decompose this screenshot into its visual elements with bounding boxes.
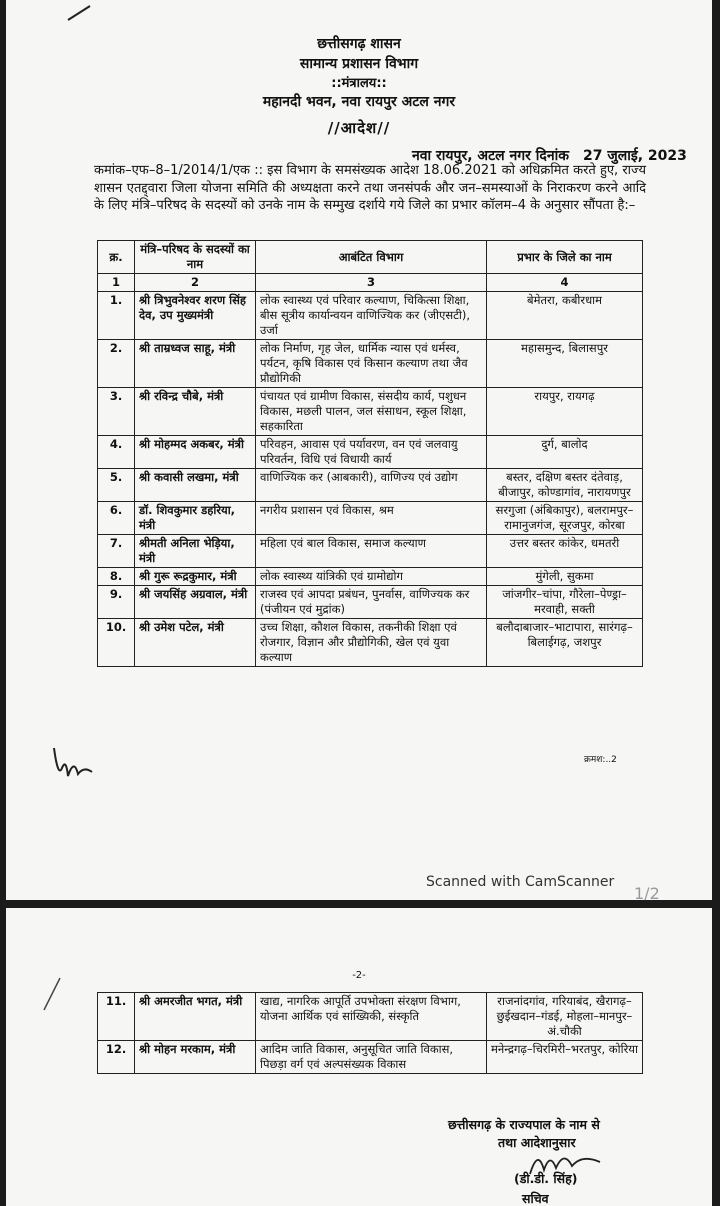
row-district: दुर्ग, बालोद	[487, 436, 643, 469]
row-department: राजस्व एवं आपदा प्रबंधन, पुनर्वास, वाणिज्यक कर (पंजीयन एवं मुद्रांक)	[256, 586, 487, 619]
row-district: जांजगीर–चांपा, गौरेला–पेण्ड्रा–मरवाही, सक्ती	[487, 586, 643, 619]
row-district: मनेन्द्रगढ़–चिरमिरी–भरतपुर, कोरिया	[487, 1041, 643, 1074]
row-serial: 3.	[98, 388, 135, 436]
row-serial: 8.	[98, 568, 135, 586]
row-minister-name: श्री त्रिभुवनेश्वर शरण सिंह देव, उप मुख्यमंत्री	[135, 292, 256, 340]
col-header-district: प्रभार के जिले का नाम	[487, 241, 643, 274]
col-number: 3	[256, 274, 487, 292]
row-serial: 5.	[98, 469, 135, 502]
header-line-3: ::मंत्रालय::	[331, 76, 387, 91]
row-serial: 2.	[98, 340, 135, 388]
header-line-2: सामान्य प्रशासन विभाग	[299, 56, 419, 72]
page-counter: 1/2	[634, 884, 660, 900]
document-page-2	[6, 908, 712, 1206]
table-row	[98, 502, 643, 535]
row-department: परिवहन, आवास एवं पर्यावरण, वन एवं जलवायु परिवर्तन, विधि एवं विधायी कार्य	[256, 436, 487, 469]
row-minister-name: श्री उमेश पटेल, मंत्री	[135, 619, 256, 667]
table-header-row	[98, 241, 643, 274]
row-minister-name: श्रीमती अनिला भेड़िया, मंत्री	[135, 535, 256, 568]
table-row	[98, 388, 643, 436]
row-department: लोक निर्माण, गृह जेल, धार्मिक न्यास एवं धर्मस्व, पर्यटन, कृषि विकास एवं किसान कल्याण तथा जैव प्रौद्योगिकी	[256, 340, 487, 388]
place-date-text: नवा रायपुर, अटल नगर दिनांक	[412, 148, 569, 164]
row-serial: 12.	[98, 1041, 135, 1074]
column-number-row	[98, 274, 643, 292]
header-line-4: महानदी भवन, नवा रायपुर अटल नगर	[262, 94, 456, 110]
margin-pen-stroke	[40, 976, 64, 1012]
corner-tick-mark	[66, 4, 92, 22]
row-serial: 1.	[98, 292, 135, 340]
table-row	[98, 535, 643, 568]
col-header-sno: क्र.	[98, 241, 135, 274]
row-minister-name: श्री जयसिंह अग्रवाल, मंत्री	[135, 586, 256, 619]
row-minister-name: श्री रविन्द्र चौबे, मंत्री	[135, 388, 256, 436]
ministers-table	[97, 240, 643, 667]
signatory-name: (डी.डी. सिंह)	[514, 1171, 578, 1186]
table-row	[98, 586, 643, 619]
col-header-dept: आबंटित विभाग	[256, 241, 487, 274]
row-minister-name: श्री ताम्रध्वज साहू, मंत्री	[135, 340, 256, 388]
table-row	[98, 436, 643, 469]
order-heading: //आदेश//	[327, 119, 391, 137]
margin-initial-signature	[48, 738, 98, 788]
row-minister-name: डॉ. शिवकुमार डहरिया, मंत्री	[135, 502, 256, 535]
row-district: बलौदाबाजार–भाटापारा, सारंगढ़–बिलाईगढ़, जशपुर	[487, 619, 643, 667]
row-district: रायपुर, रायगढ़	[487, 388, 643, 436]
table-row	[98, 292, 643, 340]
row-district: बस्तर, दक्षिण बस्तर दंतेवाड़, बीजापुर, कोण्डागांव, नारायणपुर	[487, 469, 643, 502]
row-district: राजनांदगांव, गरियाबंद, खैरागढ़–छुईखदान–गंडई, मोहला–मानपुर–अं.चौकी	[487, 993, 643, 1041]
row-serial: 10.	[98, 619, 135, 667]
row-minister-name: श्री मोहम्मद अकबर, मंत्री	[135, 436, 256, 469]
row-department: पंचायत एवं ग्रामीण विकास, संसदीय कार्य, पशुधन विकास, मछली पालन, जल संसाधन, स्कूल शिक्षा, सहकारिता	[256, 388, 487, 436]
order-body-text: कमांक–एफ–8–1/2014/1/एक :: इस विभाग के समसंख्यक आदेश 18.06.2021 को अधिक्रमित करते हुए, राज्य शासन एतद्द्वारा जिला योजना समिति की अध्यक्षता करने तथा जनसंपर्क और जन–समस्याओं के निराकरण करने आदि के लिए मंत्रि–परिषद के सदस्यों को उनके नाम के सम्मुख दर्शाये गये जिले का प्रभार कॉलम–4 के अनुसार सौंपता है:–	[94, 163, 646, 213]
table-row	[98, 340, 643, 388]
row-serial: 7.	[98, 535, 135, 568]
camscanner-watermark: Scanned with CamScanner	[426, 874, 615, 890]
row-district: मुंगेली, सुकमा	[487, 568, 643, 586]
row-department: उच्च शिक्षा, कौशल विकास, तकनीकी शिक्षा एवं रोजगार, विज्ञान और प्रौद्योगिकी, खेल एवं युवा कल्याण	[256, 619, 487, 667]
table-row	[98, 469, 643, 502]
row-department: नगरीय प्रशासन एवं विकास, श्रम	[256, 502, 487, 535]
row-serial: 9.	[98, 586, 135, 619]
col-number: 1	[98, 274, 135, 292]
document-page-1	[6, 0, 712, 900]
table-row	[98, 619, 643, 667]
row-minister-name: श्री गुरू रूद्रकुमार, मंत्री	[135, 568, 256, 586]
row-serial: 6.	[98, 502, 135, 535]
row-district: महासमुन्द, बिलासपुर	[487, 340, 643, 388]
governor-authority-line-2: तथा आदेशानुसार	[498, 1135, 576, 1150]
col-number: 4	[487, 274, 643, 292]
table-row	[98, 568, 643, 586]
row-department: खाद्य, नागरिक आपूर्ति उपभोक्ता संरक्षण विभाग, योजना आर्थिक एवं सांख्यिकी, संस्कृति	[256, 993, 487, 1041]
continued-note: क्रमश:..2	[584, 755, 617, 765]
row-minister-name: श्री अमरजीत भगत, मंत्री	[135, 993, 256, 1041]
row-minister-name: श्री कवासी लखमा, मंत्री	[135, 469, 256, 502]
row-department: लोक स्वास्थ्य यांत्रिकी एवं ग्रामोद्योग	[256, 568, 487, 586]
row-department: महिला एवं बाल विकास, समाज कल्याण	[256, 535, 487, 568]
row-minister-name: श्री मोहन मरकाम, मंत्री	[135, 1041, 256, 1074]
row-department: लोक स्वास्थ्य एवं परिवार कल्याण, चिकित्सा शिक्षा, बीस सूत्रीय कार्यान्वयन वाणिज्यिक कर (जीएसटी), उर्जा	[256, 292, 487, 340]
row-serial: 4.	[98, 436, 135, 469]
order-date: 27 जुलाई, 2023	[582, 148, 687, 164]
table-row	[98, 993, 643, 1041]
signatory-designation: सचिव	[522, 1191, 549, 1206]
row-district: सरगुजा (अंबिकापुर), बलरामपुर–रामानुजगंज, सूरजपुर, कोरबा	[487, 502, 643, 535]
row-district: बेमेतरा, कबीरधाम	[487, 292, 643, 340]
col-number: 2	[135, 274, 256, 292]
row-district: उत्तर बस्तर कांकेर, धमतरी	[487, 535, 643, 568]
header-line-1: छत्तीसगढ़ शासन	[317, 36, 401, 52]
ministers-table-continued	[97, 992, 643, 1074]
page-2-number: -2-	[352, 970, 366, 981]
table-row	[98, 1041, 643, 1074]
governor-authority-line-1: छत्तीसगढ़ के राज्यपाल के नाम से	[448, 1117, 600, 1132]
row-department: वाणिज्यिक कर (आबकारी), वाणिज्य एवं उद्योग	[256, 469, 487, 502]
row-department: आदिम जाति विकास, अनुसूचित जाति विकास, पिछड़ा वर्ग एवं अल्पसंख्यक विकास	[256, 1041, 487, 1074]
row-serial: 11.	[98, 993, 135, 1041]
col-header-name: मंत्रि–परिषद के सदस्यों का नाम	[135, 241, 256, 274]
